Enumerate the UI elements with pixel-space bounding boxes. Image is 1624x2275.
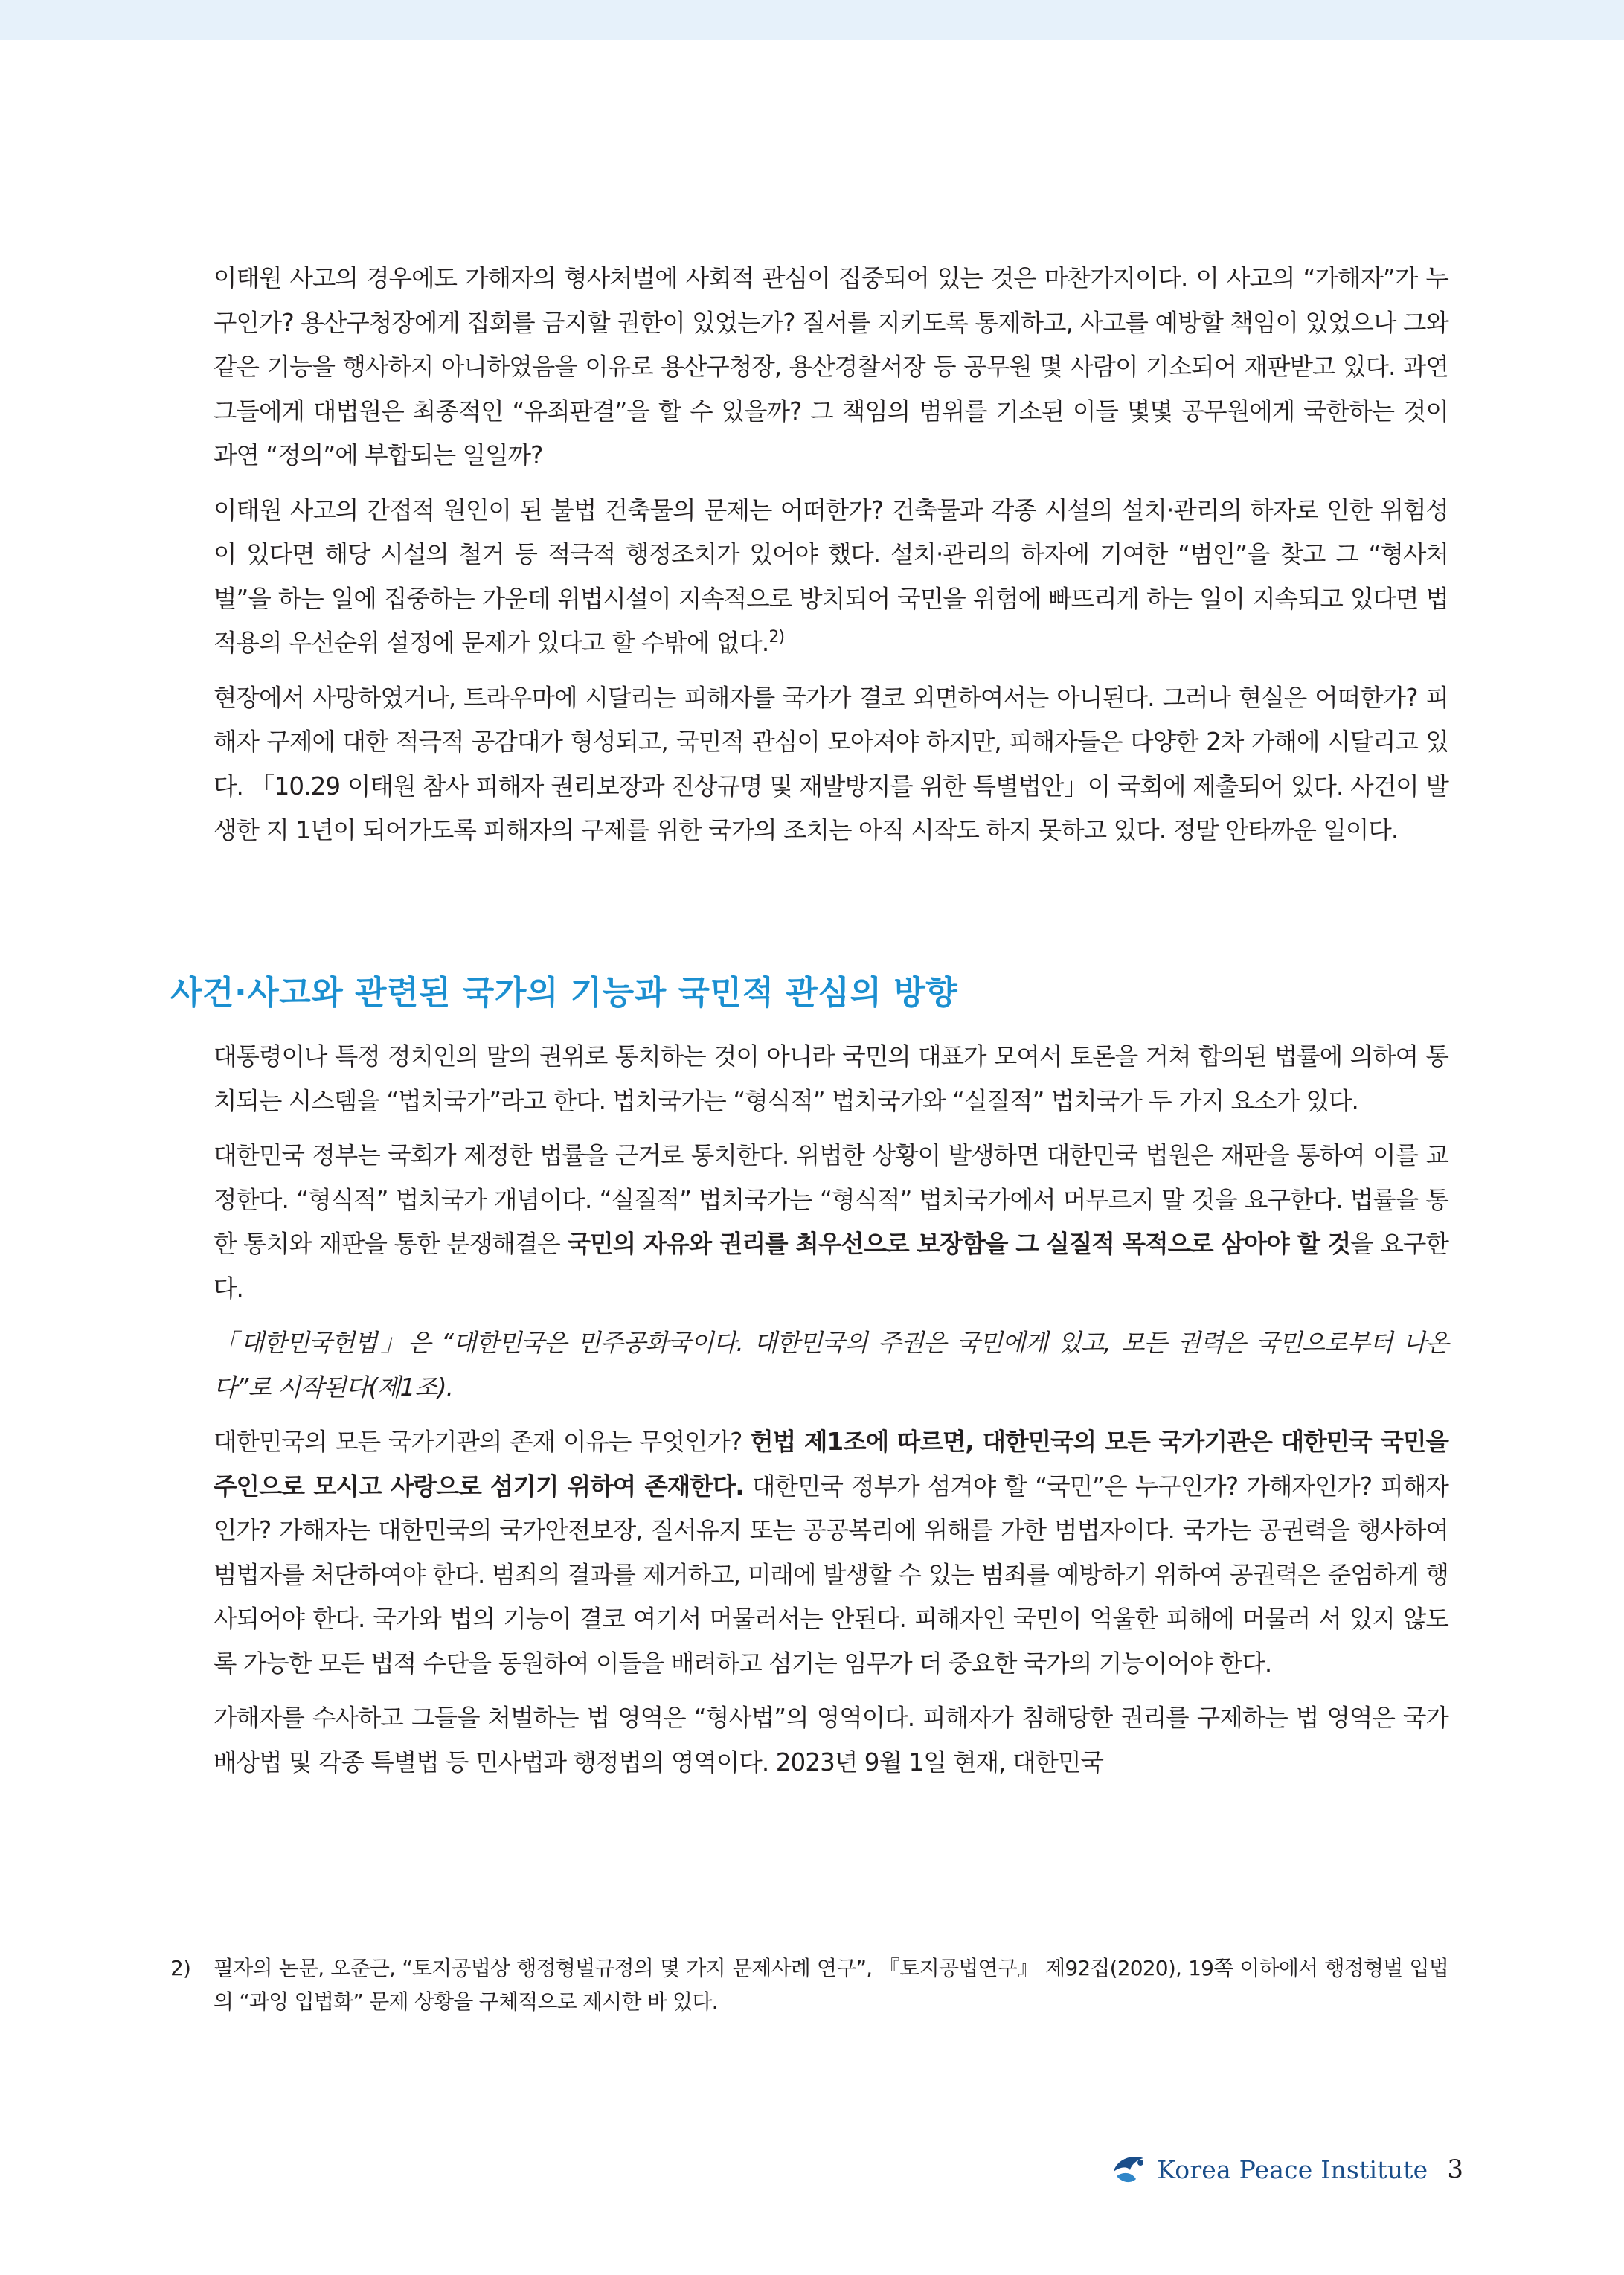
footnote	[170, 1951, 1448, 2018]
logo-text: Korea Peace Institute	[1157, 2154, 1428, 2184]
top-band	[0, 0, 1624, 40]
section-1	[214, 257, 1448, 864]
page-footer	[1109, 2147, 1463, 2192]
paragraph-text: 을 요구한다.	[214, 1230, 1448, 1303]
footnote-text: 필자의 논문, 오준근, “토지공법상 행정형벌규정의 몇 가지 문제사례 연구”, 『토지공법연구』 제92집(2020), 19쪽 이하에서 행정형벌 입법의 “과잉 입법화” 문제 상황을 구체적으로 제시한 바 있다.	[214, 1956, 1448, 2014]
paragraph-text: 이태원 사고의 간접적 원인이 된 불법 건축물의 문제는 어떠한가? 건축물과 각종 시설의 설치·관리의 하자로 인한 위험성이 있다면 해당 시설의 철거 등 적극적 행정조치가 있어야 했다. 설치·관리의 하자에 기여한 “범인”을 찾고 그 “형사처벌”을 하는 일에 집중하는 가운데 위법시설이 지속적으로 방치되어 국민을 위험에 빠뜨리게 하는 일이 지속되고 있다면 법 적용의 우선순위 설정에 문제가 있다고 할 수밖에 없다.	[214, 495, 1449, 657]
paragraph-text: 대한민국 정부는 국회가 제정한 법률을 근거로 통치한다. 위법한 상황이 발생하면 대한민국 법원은 재판을 통하여 이를 교정한다. “형식적” 법치국가 개념이다. “실질적” 법치국가는 “형식적” 법치국가에서 머무르지 말 것을 요구한다. 법률을 통한 통치와 재판을 통한 분쟁해결은	[214, 1141, 1448, 1258]
constitution-quote: 「대한민국헌법」은 “대한민국은 민주공화국이다. 대한민국의 주권은 국민에게 있고, 모든 권력은 국민으로부터 나온다”로 시작된다(제1조).	[214, 1329, 1448, 1402]
footnote-reference[interactable]: 2)	[768, 628, 785, 647]
page-number: 3	[1447, 2154, 1463, 2184]
section-heading: 사건·사고와 관련된 국가의 기능과 국민적 관심의 방향	[170, 974, 958, 1012]
paragraph	[214, 1134, 1448, 1311]
bold-emphasis: 국민의 자유와 권리를 최우선으로 보장함을 그 실질적 목적으로 삼아야 할 것	[567, 1230, 1351, 1258]
paragraph: 가해자를 수사하고 그들을 처벌하는 법 영역은 “형사법”의 영역이다. 피해자가 침해당한 권리를 구제하는 법 영역은 국가배상법 및 각종 특별법 등 민사법과 행정법의 영역이다. 2023년 9월 1일 현재, 대한민국	[214, 1704, 1448, 1777]
footnote-number: 2)	[170, 1956, 191, 1980]
paragraph: 이태원 사고의 경우에도 가해자의 형사처벌에 사회적 관심이 집중되어 있는 것은 마찬가지이다. 이 사고의 “가해자”가 누구인가? 용산구청장에게 집회를 금지할 권한이 있었는가? 질서를 지키도록 통제하고, 사고를 예방할 책임이 있었으나 그와 같은 기능을 행사하지 아니하였음을 이유로 용산구청장, 용산경찰서장 등 공무원 몇 사람이 기소되어 재판받고 있다. 과연 그들에게 대법원은 최종적인 “유죄판결”을 할 수 있을까? 그 책임의 범위를 기소된 이들 몇몇 공무원에게 국한하는 것이 과연 “정의”에 부합되는 일일까?	[214, 264, 1449, 469]
paragraph: 대통령이나 특정 정치인의 말의 권위로 통치하는 것이 아니라 국민의 대표가 모여서 토론을 거쳐 합의된 법률에 의하여 통치되는 시스템을 “법치국가”라고 한다. 법치국가는 “형식적” 법치국가와 “실질적” 법치국가 두 가지 요소가 있다.	[214, 1042, 1448, 1115]
paragraph-text: 대한민국 정부가 섬겨야 할 “국민”은 누구인가? 가해자인가? 피해자인가? 가해자는 대한민국의 국가안전보장, 질서유지 또는 공공복리에 위해를 가한 범법자이다. 국가는 공권력을 행사하여 범법자를 처단하여야 한다. 범죄의 결과를 제거하고, 미래에 발생할 수 있는 범죄를 예방하기 위하여 공권력은 준엄하게 행사되어야 한다. 국가와 법의 기능이 결코 여기서 머물러서는 안된다. 피해자인 국민이 억울한 피해에 머물러 서 있지 않도록 가능한 모든 법적 수단을 동원하여 이들을 배려하고 섬기는 임무가 더 중요한 국가의 기능이어야 한다.	[214, 1472, 1448, 1678]
bold-emphasis: 헌법 제1조에 따르면, 대한민국의 모든 국가기관은 대한민국 국민을 주인으로 모시고 사랑으로 섬기기 위하여 존재한다.	[214, 1428, 1448, 1501]
section-2	[214, 1035, 1448, 1795]
paragraph	[214, 1420, 1448, 1686]
paragraph: 현장에서 사망하였거나, 트라우마에 시달리는 피해자를 국가가 결코 외면하여서는 아니된다. 그러나 현실은 어떠한가? 피해자 구제에 대한 적극적 공감대가 형성되고, 국민적 관심이 모아져야 하지만, 피해자들은 다양한 2차 가해에 시달리고 있다. 「10.29 이태원 참사 피해자 권리보장과 진상규명 및 재발방지를 위한 특별법안」이 국회에 제출되어 있다. 사건이 발생한 지 1년이 되어가도록 피해자의 구제를 위한 국가의 조치는 아직 시작도 하지 못하고 있다. 정말 안타까운 일이다.	[214, 683, 1448, 844]
paragraph	[214, 489, 1448, 666]
dove-logo-icon	[1109, 2149, 1149, 2189]
paragraph-text: 대한민국의 모든 국가기관의 존재 이유는 무엇인가?	[214, 1428, 751, 1456]
